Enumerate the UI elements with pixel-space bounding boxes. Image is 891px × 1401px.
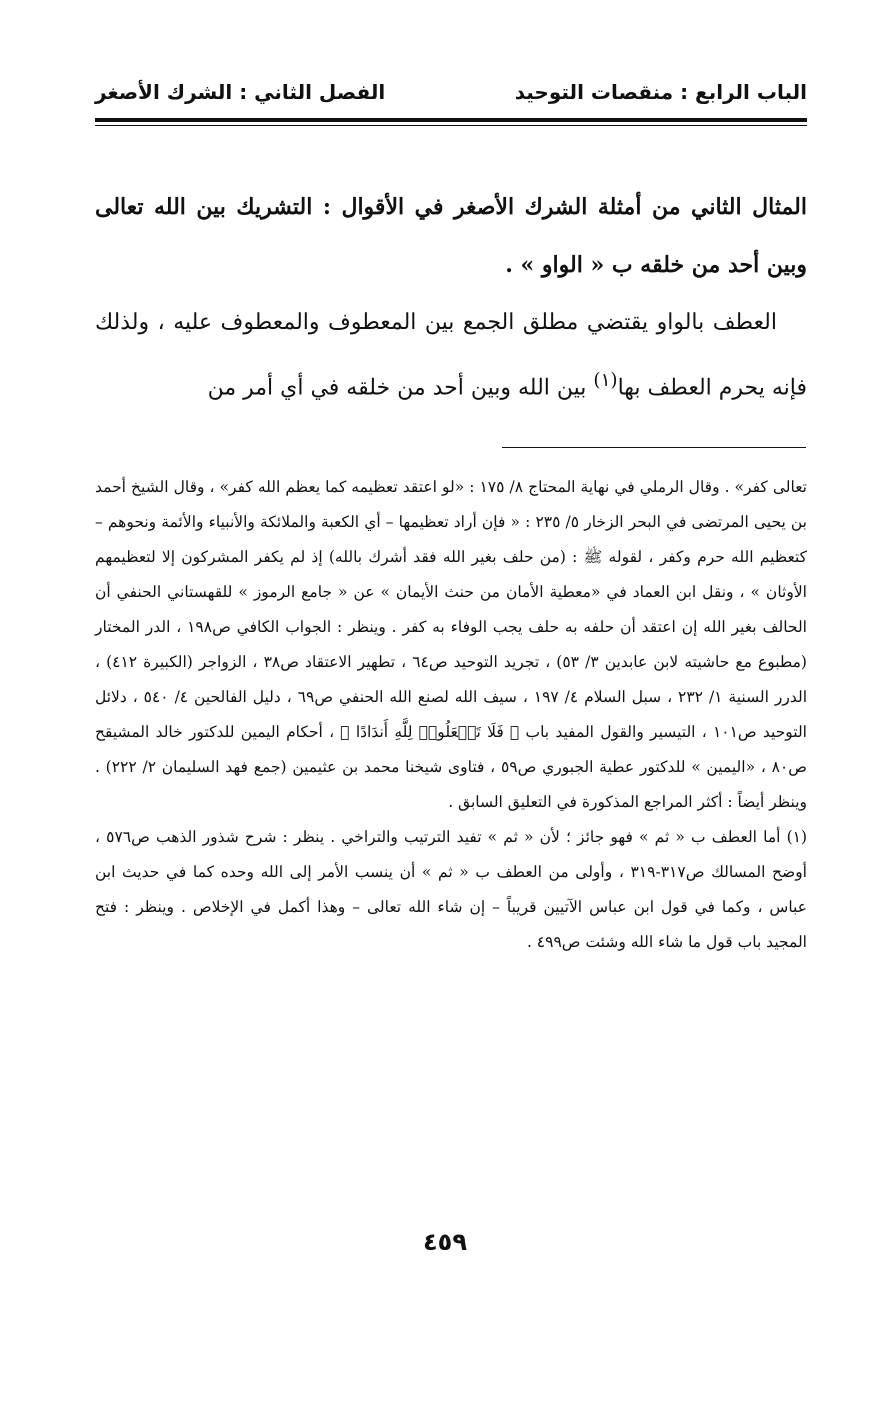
footnote-1-text: أما العطف ب « ثم » فهو جائز ؛ لأن « ثم » تفيد الترتيب والتراخي . ينظر : شرح شذور الذهب ص٥٧٦ ، أوضح المسالك ص٣١٧-٣١٩ ، وأولى من العطف ب « ثم » أن ينسب الأمر إلى الله وحده كما في حديث ابن عباس ، وكما في قول ابن عباس الآتيين قريباً – إن شاء الله تعالى – وهذا أكمل في الإخلاص . وينظر : فتح المجيد باب قول ما شاء الله وشئت ص٤٩٩ . [95, 828, 807, 951]
main-text [95, 178, 807, 417]
footnote-reference: (١) [593, 370, 618, 391]
header-section-title: الفصل الثاني : الشرك الأصغر [95, 80, 386, 104]
example-heading: المثال الثاني من أمثلة الشرك الأصغر في الأقوال : التشريك بين الله تعالى وبين أحد من خلقه ب « الواو » . [95, 194, 807, 278]
header-rule-thin [95, 125, 807, 126]
footnotes [95, 470, 807, 960]
main-paragraph-part-1: العطف بالواو يقتضي مطلق الجمع بين المعطوف والمعطوف عليه ، ولذلك فإنه يحرم العطف بها [95, 310, 807, 401]
header-rule-thick [95, 118, 807, 122]
page-number: ٤٥٩ [423, 1228, 467, 1256]
main-paragraph-part-2: بين الله وبين أحد من خلقه في أي أمر من [207, 375, 594, 401]
footnote-1-marker: (١) [786, 828, 808, 846]
running-header [95, 72, 807, 112]
footnote-continuation: تعالى كفر» . وقال الرملي في نهاية المحتاج ٨/ ١٧٥ : «لو اعتقد تعظيمه كما يعظم الله كفر» ، وقال الشيخ أحمد بن يحيى المرتضى في البحر الزخار ٥/ ٢٣٥ : « فإن أراد تعظيمها – أي الكعبة والملائكة والأنبياء والأئمة ونحوهم – كتعظيم الله حرم وكفر ، لقوله ﷺ : (من حلف بغير الله فقد أشرك بالله) إذ لم يكفر المشركون إلا لتعظيمهم الأوثان » ، ونقل ابن العماد في «معطية الأمان من حنث الأيمان » عن « جامع الرموز » للقهستاني الحنفي أن الحالف بغير الله إن اعتقد أن حلفه به حلف يجب الوفاء به كفر . وينظر : الجواب الكافي ص١٩٨ ، الدر المختار (مطبوع مع حاشيته لابن عابدين ٣/ ٥٣) ، تجريد التوحيد ص٦٤ ، تطهير الاعتقاد ص٣٨ ، الزواجر (الكبيرة ٤١٢) ، الدرر السنية ١/ ٢٣٢ ، سبل السلام ٤/ ١٩٧ ، سيف الله لصنع الله الحنفي ص٦٩ ، دليل الفالحين ٤/ ٥٤٠ ، دلائل التوحيد ص١٠١ ، التيسير والقول المفيد باب ﴿ فَلَا تَجۡعَلُوا۟ لِلَّهِ أَندَادًا ﴾ ، أحكام اليمين للدكتور خالد المشيقح ص٨٠ ، «اليمين » للدكتور عطية الجبوري ص٥٩ ، فتاوى شيخنا محمد بن عثيمين (جمع فهد السليمان ٢/ ٢٢٢) . وينظر أيضاً : أكثر المراجع المذكورة في التعليق السابق . [95, 478, 808, 811]
footnote-1 [95, 820, 807, 960]
header-chapter-title: الباب الرابع : منقصات التوحيد [514, 80, 807, 104]
footnote-separator [502, 447, 806, 448]
main-paragraph [95, 294, 807, 417]
